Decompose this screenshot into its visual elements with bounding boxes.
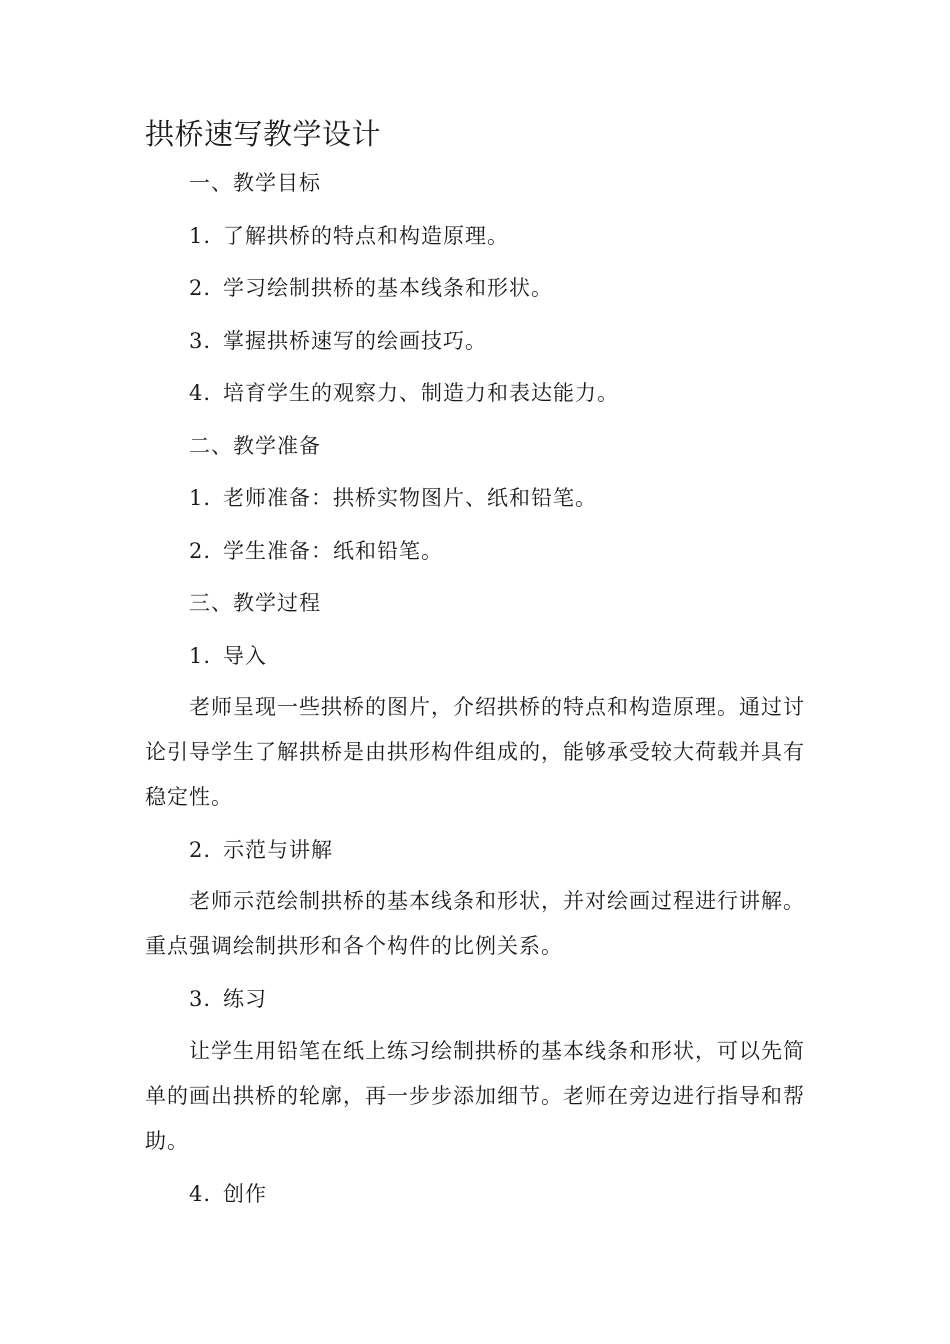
item-number: 4.: [189, 381, 212, 405]
item-number: 2.: [189, 539, 212, 563]
step-paragraph: 老师呈现一些拱桥的图片，介绍拱桥的特点和构造原理。通过讨论引导学生了解拱桥是由拱形构件组成的，能够承受较大荷载并具有稳定性。: [145, 695, 805, 809]
item-number: 2.: [189, 276, 212, 300]
document-title: 拱桥速写教学设计: [145, 117, 382, 151]
objective-item: [189, 221, 509, 251]
step-number: 4.: [189, 1182, 212, 1206]
preparation-item: [189, 536, 443, 566]
item-number: 1.: [189, 486, 212, 510]
step-title: 导入: [223, 644, 267, 668]
objective-item: [189, 378, 619, 408]
step-title: 示范与讲解: [223, 838, 333, 862]
item-number: 1.: [189, 224, 212, 248]
step-paragraph: 老师示范绘制拱桥的基本线条和形状，并对绘画过程进行讲解。重点强调绘制拱形和各个构件的比例关系。: [145, 889, 805, 958]
item-text: 培育学生的观察力、制造力和表达能力。: [223, 381, 619, 405]
objective-item: [189, 273, 553, 303]
objective-item: [189, 326, 487, 356]
step-heading: [189, 1179, 267, 1209]
step-paragraph: 让学生用铅笔在纸上练习绘制拱桥的基本线条和形状，可以先简单的画出拱桥的轮廓，再一步步添加细节。老师在旁边进行指导和帮助。: [145, 1039, 805, 1153]
step-number: 3.: [189, 987, 212, 1011]
step-heading: [189, 835, 333, 865]
item-text: 掌握拱桥速写的绘画技巧。: [223, 329, 487, 353]
step-title: 创作: [223, 1182, 267, 1206]
section-heading-process: 三、教学过程: [189, 591, 321, 615]
item-number: 3.: [189, 329, 212, 353]
preparation-item: [189, 483, 597, 513]
item-text: 了解拱桥的特点和构造原理。: [223, 224, 509, 248]
step-number: 1.: [189, 644, 212, 668]
item-text: 学习绘制拱桥的基本线条和形状。: [223, 276, 553, 300]
item-text: 老师准备：拱桥实物图片、纸和铅笔。: [223, 486, 597, 510]
step-title: 练习: [223, 987, 267, 1011]
item-text: 学生准备：纸和铅笔。: [223, 539, 443, 563]
step-number: 2.: [189, 838, 212, 862]
step-heading: [189, 984, 267, 1014]
section-heading-objectives: 一、教学目标: [189, 171, 321, 195]
step-heading: [189, 641, 267, 671]
section-heading-preparation: 二、教学准备: [189, 434, 321, 458]
